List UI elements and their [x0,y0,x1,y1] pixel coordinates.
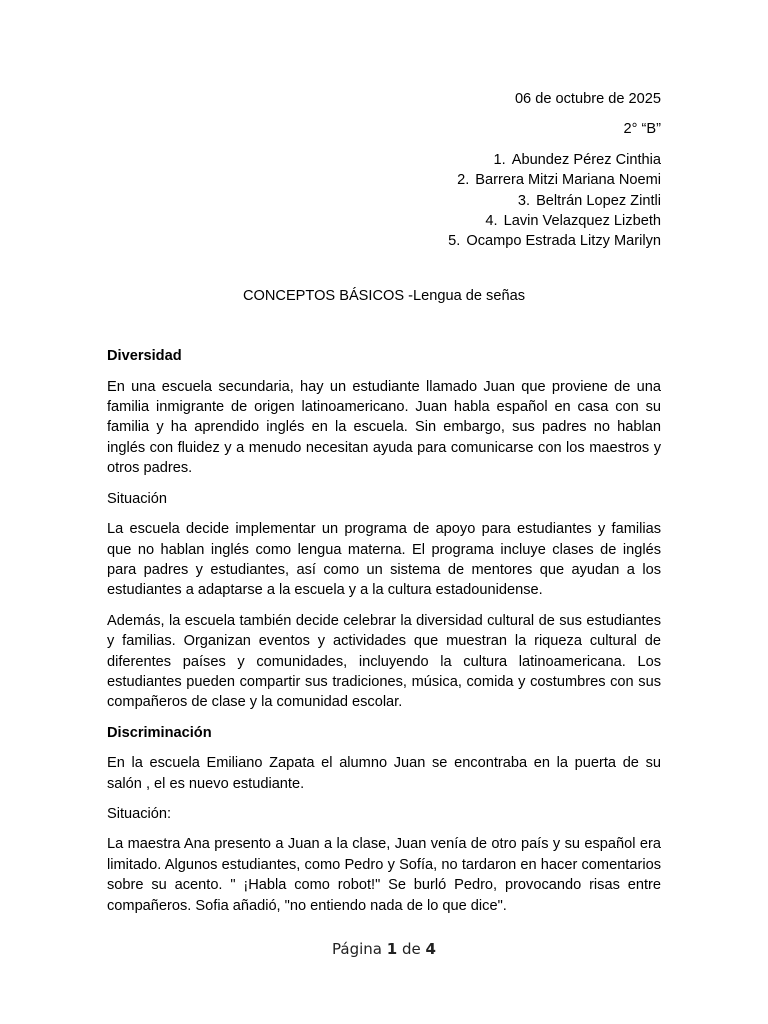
total-page-number: 4 [425,940,436,958]
list-number: 2. [457,172,470,189]
member-name: Beltrán Lopez Zintli [536,192,661,209]
section-heading-diversidad: Diversidad [107,348,182,365]
paragraph: La maestra Ana presento a Juan a la clase, Juan venía de otro país y su español era limitado. Algunos estudiantes, como Pedro y Sofía, no tardaron en hacer comentarios sobre su acento. " ¡Habla como robot!" Se burló Pedro, provocando risas entre compañeros. Sofia añadió, "no entiendo nada de lo que dice". [107,836,661,914]
member-name: Ocampo Estrada Litzy Marilyn [466,233,661,250]
paragraph: La escuela decide implementar un programa de apoyo para estudiantes y familias que no hablan inglés como lengua materna. El programa incluye clases de inglés para padres y estudiantes, así como un sistema de mentores que ayudan a los estudiantes a adaptarse a la escuela y a la cultura estadounidense. [107,521,661,599]
list-number: 4. [485,213,498,230]
group-label: 2° “B” [623,121,661,138]
members-list [107,150,661,252]
paragraph: En la escuela Emiliano Zapata el alumno Juan se encontraba en la puerta de su salón , el es nuevo estudiante. [107,755,661,792]
page-footer [0,940,768,958]
page-content [107,89,661,926]
of-word: de [401,940,421,958]
current-page-number: 1 [386,940,398,958]
member-name: Abundez Pérez Cinthia [511,151,661,168]
section-heading-discriminacion: Discriminación [107,724,212,741]
member-name: Barrera Mitzi Mariana Noemi [475,172,661,189]
list-item [107,170,661,190]
list-item [107,211,661,231]
member-name: Lavin Velazquez Lizbeth [503,213,661,230]
situation-label: Situación: [107,805,172,822]
situation-label: Situación [107,490,168,507]
date: 06 de octubre de 2025 [514,91,661,107]
list-number: 5. [448,233,461,250]
list-item [107,231,661,251]
list-number: 3. [517,192,531,209]
paragraph: En una escuela secundaria, hay un estudiante llamado Juan que proviene de una familia inmigrante de origen latinoamericano. Juan habla español en casa con su familia y ha aprendido inglés en la escuela. Sin embargo, sus padres no hablan inglés con fluidez y a menudo necesitan ayuda para comunicarse con los maestros y otros padres. [107,378,661,477]
list-item [107,150,661,170]
list-item [107,191,661,211]
list-number: 1. [493,151,506,168]
page-word: Página [332,940,382,958]
document-title: CONCEPTOS BÁSICOS -Lengua de señas [242,287,525,304]
paragraph: Además, la escuela también decide celebrar la diversidad cultural de sus estudiantes y familias. Organizan eventos y actividades que muestran la riqueza cultural de diferentes países y comunidades, incluyendo la cultura latinoamericana. Los estudiantes pueden compartir sus tradiciones, música, comida y costumbres con sus compañeros de clase y la comunidad escolar. [107,612,661,711]
